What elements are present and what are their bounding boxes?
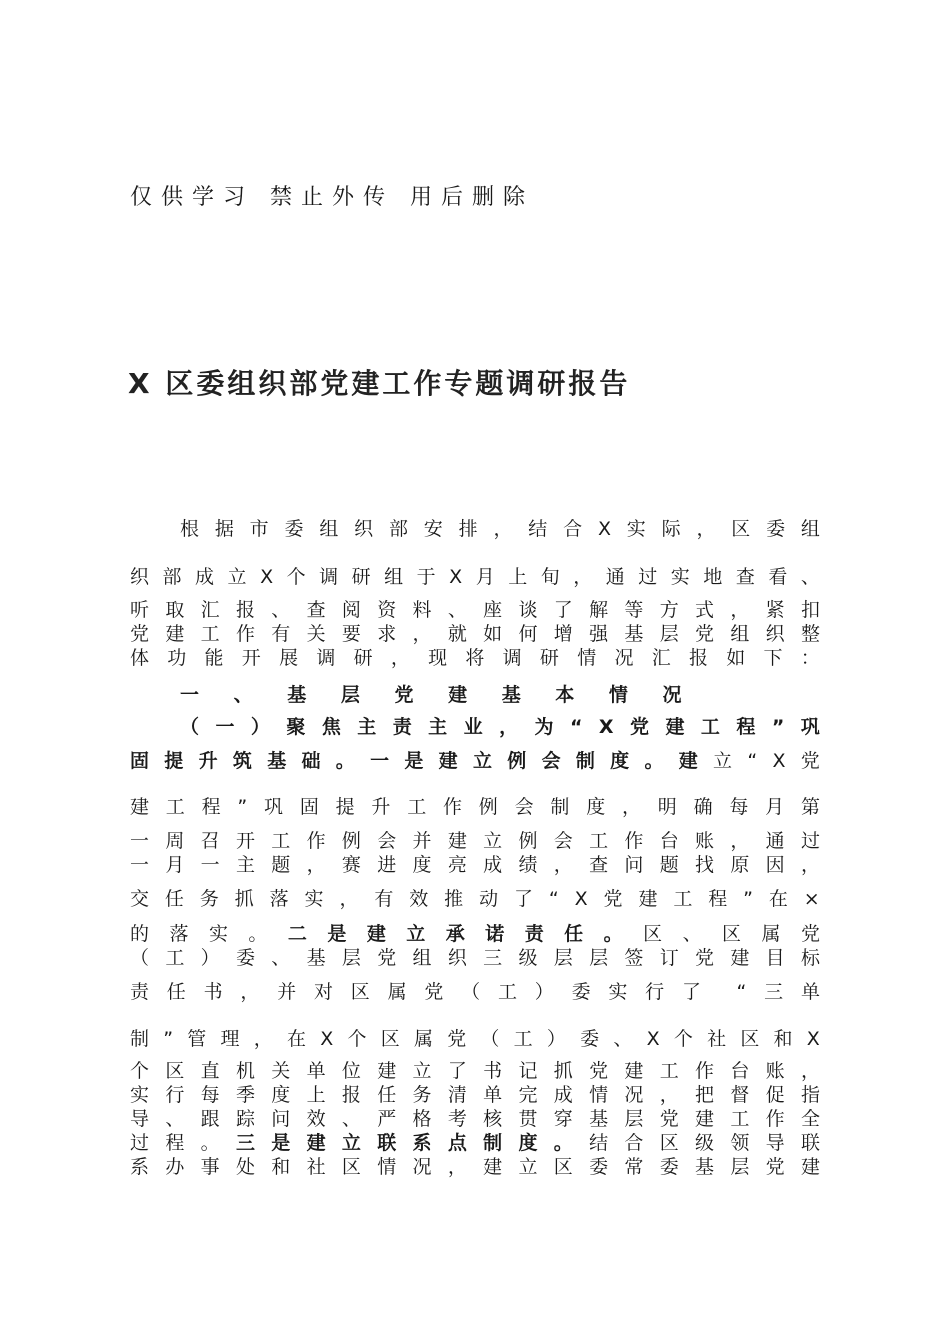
paragraph-line: 听 取 汇 报 、 查 阅 资 料 、 座 谈 了 解 等 方 式 ， 紧 扣 bbox=[130, 599, 820, 621]
paragraph-line: 根 据 市 委 组 织 部 安 排 ， 结 合 X 实 际 ， 区 委 组 bbox=[180, 518, 820, 540]
notice-text: 仅供学习 禁止外传 用后删除 bbox=[130, 185, 534, 210]
paragraph-line: 责 任 书 ， 并 对 区 属 党 （ 工 ） 委 实 行 了 “ 三 单 bbox=[130, 981, 820, 1003]
paragraph-line: 固 提 升 筑 基 础 。 一 是 建 立 例 会 制 度 。 建 立 “ X 党 bbox=[130, 750, 820, 772]
paragraph-line: 系 办 事 处 和 社 区 情 况 ， 建 立 区 委 常 委 基 层 党 建 bbox=[130, 1156, 820, 1178]
page-title: X 区委组织部党建工作专题调研报告 bbox=[128, 367, 631, 400]
paragraph-line: 一 周 召 开 工 作 例 会 并 建 立 例 会 工 作 台 账 ， 通 过 bbox=[130, 830, 820, 852]
paragraph-line: 党 建 工 作 有 关 要 求 ， 就 如 何 增 强 基 层 党 组 织 整 bbox=[130, 623, 820, 645]
paragraph-line: 一 月 一 主 题 ， 赛 进 度 亮 成 绩 ， 查 问 题 找 原 因 ， bbox=[130, 854, 820, 876]
paragraph-line: 个 区 直 机 关 单 位 建 立 了 书 记 抓 党 建 工 作 台 账 ， bbox=[130, 1060, 820, 1082]
paragraph-line: （ 工 ） 委 、 基 层 党 组 织 三 级 层 层 签 订 党 建 目 标 bbox=[130, 947, 820, 969]
paragraph-line: 实 行 每 季 度 上 报 任 务 清 单 完 成 情 况 ， 把 督 促 指 bbox=[130, 1084, 820, 1106]
paragraph-line: 的 落 实 。 二 是 建 立 承 诺 责 任 。 区 、 区 属 党 bbox=[130, 923, 820, 945]
paragraph-line: 体 功 能 开 展 调 研 ， 现 将 调 研 情 况 汇 报 如 下 ： bbox=[130, 647, 820, 669]
paragraph-line: 交 任 务 抓 落 实 ， 有 效 推 动 了 “ X 党 建 工 程 ” 在 × bbox=[130, 888, 820, 910]
paragraph-line: 织 部 成 立 X 个 调 研 组 于 X 月 上 旬 ， 通 过 实 地 查 看 、 bbox=[130, 566, 820, 588]
section-heading: 一 、 基 层 党 建 基 本 情 况 bbox=[180, 684, 696, 706]
paragraph-line: 导 、 跟 踪 问 效 、 严 格 考 核 贯 穿 基 层 党 建 工 作 全 bbox=[130, 1108, 820, 1130]
paragraph-line: 建 工 程 ” 巩 固 提 升 工 作 例 会 制 度 ， 明 确 每 月 第 bbox=[130, 796, 820, 818]
paragraph-line: 制 ” 管 理 ， 在 X 个 区 属 党 （ 工 ） 委 、 X 个 社 区 和 X bbox=[130, 1028, 820, 1050]
paragraph-line: （ 一 ） 聚 焦 主 责 主 业 ， 为 “ X 党 建 工 程 ” 巩 bbox=[180, 716, 820, 738]
paragraph-line: 过 程 。 三 是 建 立 联 系 点 制 度 。 结 合 区 级 领 导 联 bbox=[130, 1132, 820, 1154]
